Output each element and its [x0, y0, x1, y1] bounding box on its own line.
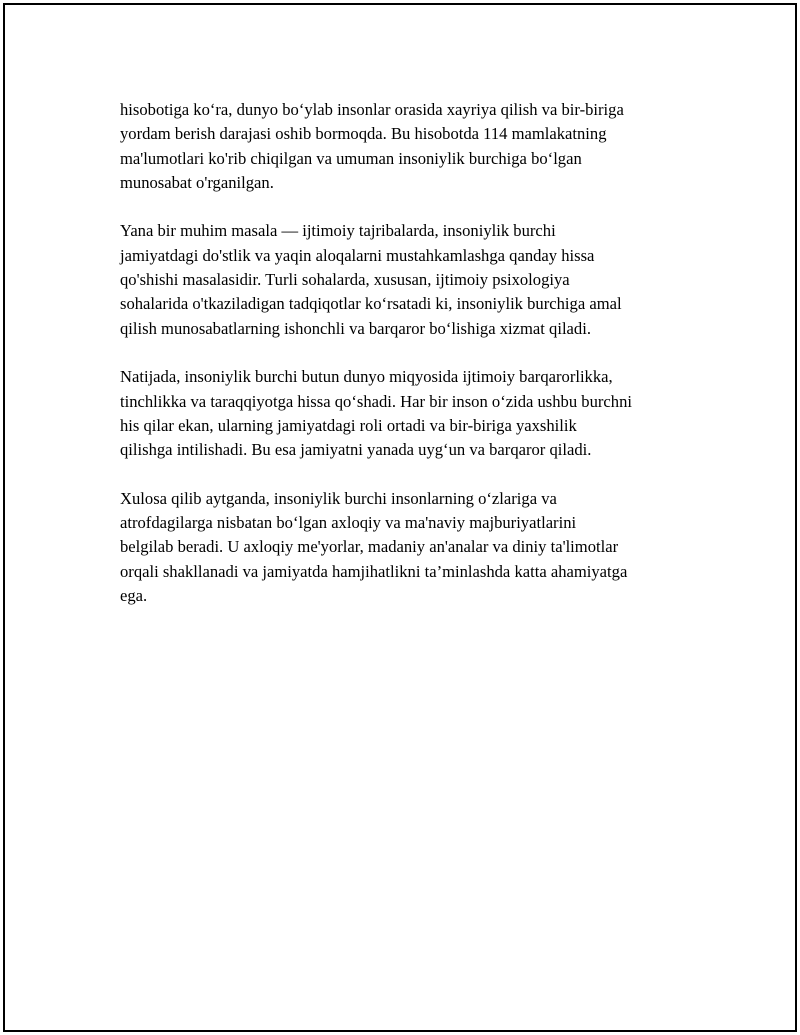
- text-line: ma'lumotlari ko'rib chiqilgan va umuman insoniylik burchiga bo‘lgan: [120, 148, 582, 168]
- text-line: qilish munosabatlarning ishonchli va barqaror bo‘lishiga xizmat qiladi.: [120, 318, 591, 338]
- text-line: ega.: [120, 585, 148, 605]
- text-line: Xulosa qilib aytganda, insoniylik burchi insonlarning o‘zlariga va: [120, 488, 557, 508]
- text-line: sohalarida o'tkaziladigan tadqiqotlar ko‘rsatadi ki, insoniylik burchiga amal: [120, 294, 622, 314]
- document-body: [120, 98, 700, 633]
- paragraph-4: [120, 487, 700, 608]
- text-line: munosabat o'rganilgan.: [120, 172, 274, 192]
- paragraph-1: [120, 98, 700, 195]
- text-line: orqali shakllanadi va jamiyatda hamjihatlikni ta’minlashda katta ahamiyatga: [120, 561, 628, 581]
- text-line: jamiyatdagi do'stlik va yaqin aloqalarni mustahkamlashga qanday hissa: [120, 245, 595, 265]
- paragraph-2: [120, 219, 700, 340]
- text-line: atrofdagilarga nisbatan bo‘lgan axloqiy va ma'naviy majburiyatlarini: [120, 513, 577, 533]
- text-line: qilishga intilishadi. Bu esa jamiyatni yanada uyg‘un va barqaror qiladi.: [120, 440, 592, 460]
- text-line: hisobotiga ko‘ra, dunyo bo‘ylab insonlar orasida xayriya qilish va bir-biriga: [120, 100, 624, 119]
- text-line: his qilar ekan, ularning jamiyatdagi roli ortadi va bir-biriga yaxshilik: [120, 415, 577, 435]
- text-line: tinchlikka va taraqqiyotga hissa qo‘shadi. Har bir inson o‘zida ushbu burchni: [120, 391, 632, 411]
- paragraph-3: [120, 365, 700, 462]
- text-line: Yana bir muhim masala — ijtimoiy tajribalarda, insoniylik burchi: [120, 221, 556, 241]
- page-frame: [3, 3, 797, 1032]
- text-line: yordam berish darajasi oshib bormoqda. Bu hisobotda 114 mamlakatning: [120, 124, 607, 144]
- text-line: Natijada, insoniylik burchi butun dunyo miqyosida ijtimoiy barqarorlikka,: [120, 367, 613, 387]
- text-line: qo'shishi masalasidir. Turli sohalarda, xususan, ijtimoiy psixologiya: [120, 270, 570, 290]
- text-line: belgilab beradi. U axloqiy me'yorlar, madaniy an'analar va diniy ta'limotlar: [120, 537, 619, 557]
